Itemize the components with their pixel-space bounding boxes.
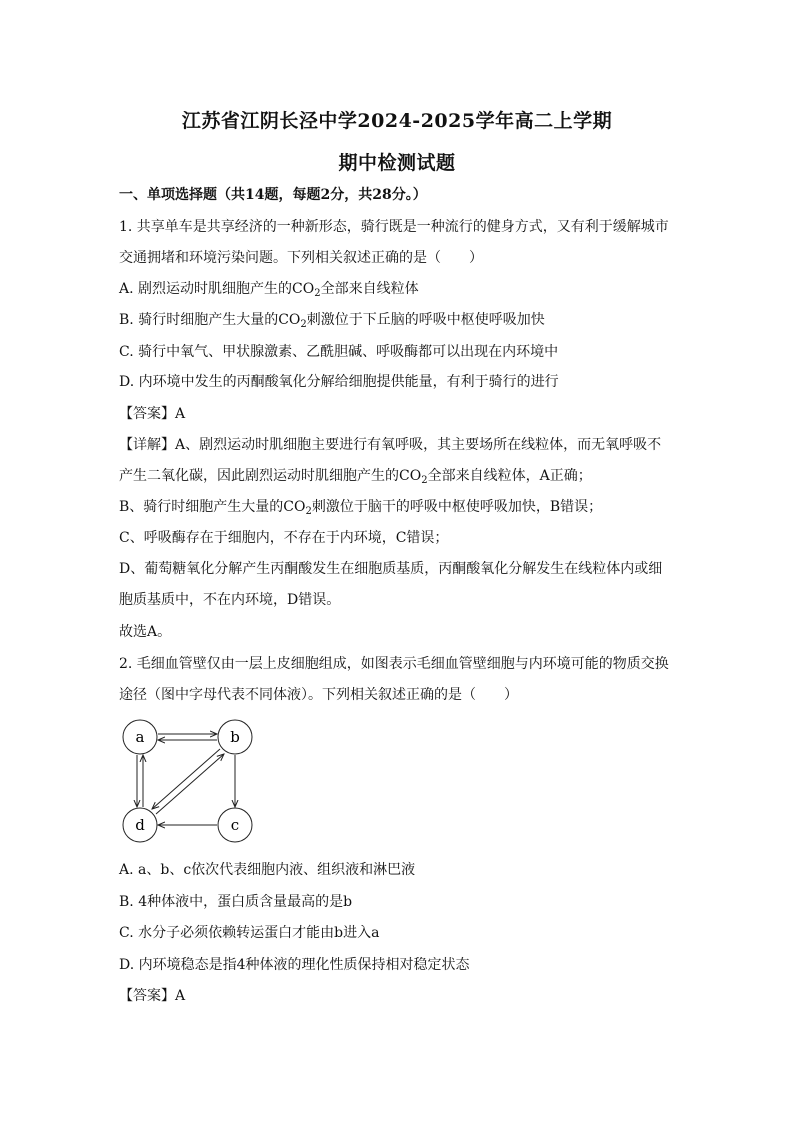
q2-option-c: C. 水分子必须依赖转运蛋白才能由b进入a (119, 925, 380, 941)
q1-stem-line1: 1. 共享单车是共享经济的一种新形态，骑行既是一种流行的健身方式，又有利于缓解城市 (119, 219, 669, 235)
q2-option-b: B. 4种体液中，蛋白质含量最高的是b (119, 894, 353, 910)
document-title-line2: 期中检测试题 (338, 152, 456, 174)
q2-answer: 【答案】A (119, 988, 186, 1004)
node-d-label: d (135, 816, 145, 834)
q1-explanation-line4: C、呼吸酶存在于细胞内，不存在于内环境，C错误； (119, 530, 449, 546)
q1-option-d: D. 内环境中发生的丙酮酸氧化分解给细胞提供能量，有利于骑行的进行 (119, 374, 559, 390)
node-c-label: c (230, 816, 240, 834)
node-b-label: b (230, 728, 240, 746)
q1-option-b: B. 骑行时细胞产生大量的$CO_2$刺激位于下丘脑的呼吸中枢使呼吸加快 (119, 312, 545, 330)
q1-conclusion: 故选A。 (119, 624, 172, 640)
q1-answer: 【答案】A (119, 406, 186, 422)
section-heading: 一、单项选择题（共14题，每题2分，共28分。） (119, 187, 427, 203)
node-a-label: a (135, 728, 145, 746)
q1-explanation-line5: D、葡萄糖氧化分解产生丙酮酸发生在细胞质基质，丙酮酸氧化分解发生在线粒体内或细 (119, 561, 663, 577)
q2-option-d: D. 内环境稳态是指4种体液的理化性质保持相对稳定状态 (119, 957, 470, 973)
q1-stem-line2: 交通拥堵和环境污染问题。下列相关叙述正确的是（ ） (119, 250, 483, 266)
q1-explanation-line2: 产生二氧化碳，因此剧烈运动时肌细胞产生的$CO_2$全部来自线粒体，A正确； (119, 468, 592, 486)
document-title-line1: 江苏省江阴长泾中学2024-2025学年高二上学期 (181, 110, 613, 132)
arrow-b-to-d (152, 749, 220, 809)
q2-stem-line1: 2. 毛细血管壁仅由一层上皮细胞组成，如图表示毛细血管壁细胞与内环境可能的物质交换 (119, 656, 669, 672)
q1-explanation-line3: B、骑行时细胞产生大量的$CO_2$刺激位于脑干的呼吸中枢使呼吸加快，B错误； (119, 499, 603, 517)
q1-option-c: C. 骑行中氧气、甲状腺激素、乙酰胆碱、呼吸酶都可以出现在内环境中 (119, 344, 559, 360)
q2-stem-line2: 途径（图中字母代表不同体液）。下列相关叙述正确的是（ ） (119, 687, 518, 703)
arrow-d-to-b (156, 754, 224, 814)
q1-explanation-line6: 胞质基质中，不在内环境，D错误。 (119, 592, 341, 608)
q1-explanation-line1: 【详解】A、剧烈运动时肌细胞主要进行有氧呼吸，其主要场所在线粒体，而无氧呼吸不 (119, 437, 662, 453)
q2-option-a: A. a、b、c依次代表细胞内液、组织液和淋巴液 (119, 862, 416, 878)
body-fluid-exchange-diagram (118, 713, 258, 845)
q1-option-a: A. 剧烈运动时肌细胞产生的$CO_2$全部来自线粒体 (119, 281, 419, 299)
